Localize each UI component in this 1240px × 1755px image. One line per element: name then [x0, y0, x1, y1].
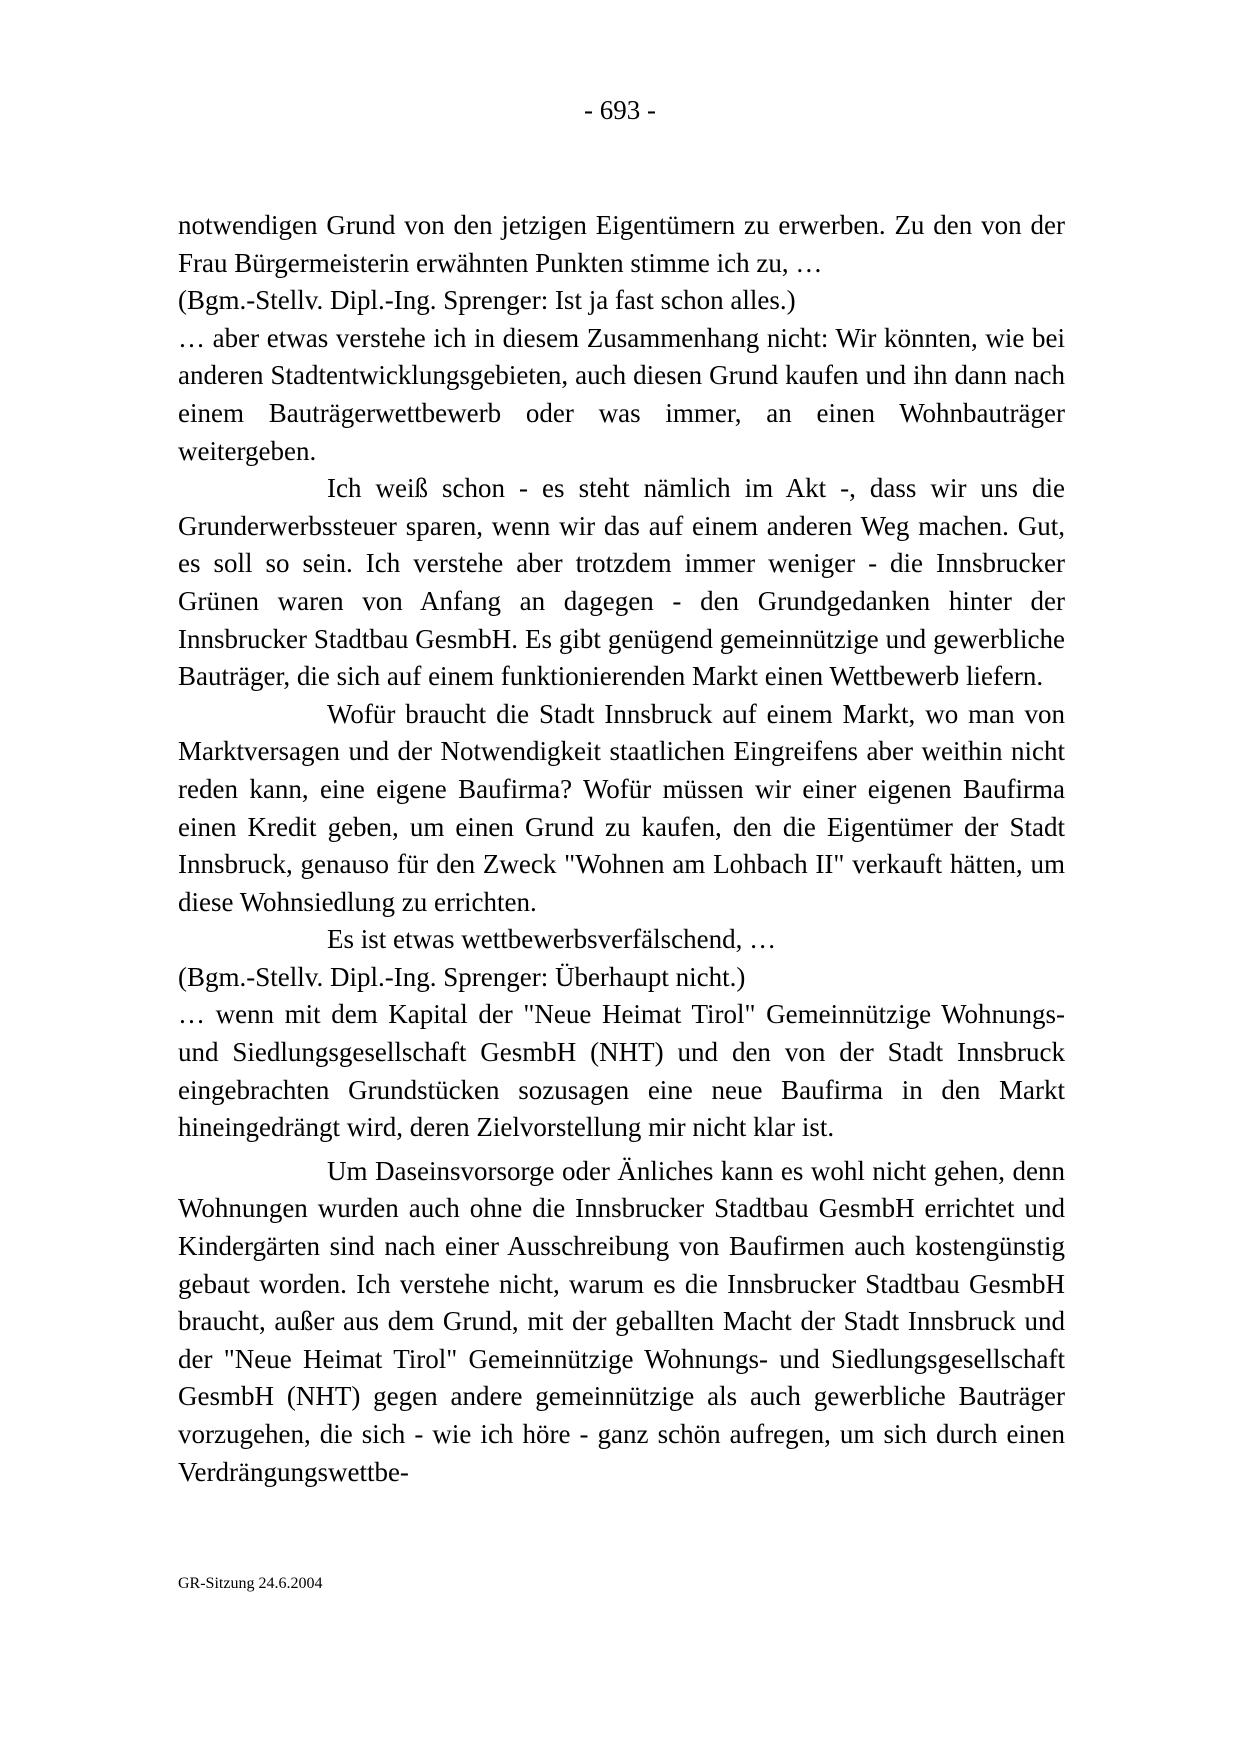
document-body: [178, 207, 1065, 1491]
paragraph-wettbewerbsverfaelschend: Es ist etwas wettbewerbsverfälschend, …: [327, 924, 777, 955]
paragraph-resumed-speech: … aber etwas verstehe ich in diesem Zusammenhang nicht: Wir könnten, wie bei anderen Stadtentwicklungsgebieten, auch diesen Grund kaufen und ihn dann nach einem Bauträgerwettbewerb oder was immer, an einen Wohnbauträger weitergeben.: [178, 322, 1065, 466]
interjection-sprenger-1: (Bgm.-Stellv. Dipl.-Ing. Sprenger: Ist ja fast schon alles.): [178, 285, 796, 316]
paragraph-kapital-nht: … wenn mit dem Kapital der "Neue Heimat Tirol" Gemeinnützige Wohnungs- und Siedlungsgesellschaft GesmbH (NHT) und den von der Stadt Innsbruck eingebrachten Grundstücken sozusagen eine neue Baufirma in den Markt hineingedrängt wird, deren Zielvorstellung mir nicht klar ist.: [178, 999, 1065, 1143]
page-number: - 693 -: [584, 95, 656, 125]
interjection-sprenger-2: (Bgm.-Stellv. Dipl.-Ing. Sprenger: Überhaupt nicht.): [178, 961, 746, 992]
paragraph-continuation: notwendigen Grund von den jetzigen Eigentümern zu erwerben. Zu den von der Frau Bürgermeisterin erwähnten Punkten stimme ich zu, …: [178, 210, 1065, 278]
paragraph-grunderwerbssteuer: Ich weiß schon - es steht nämlich im Akt -, dass wir uns die Grunderwerbssteuer sparen, wenn wir das auf einem anderen Weg machen. Gut, es soll so sein. Ich verstehe aber trotzdem immer weniger - die Innsbrucker Grünen waren von Anfang an dagegen - den Grundgedanken hinter der Innsbrucker Stadtbau GesmbH. Es gibt genügend gemeinnützige und gewerbliche Bauträger, die sich auf einem funktionierenden Markt einen Wettbewerb liefern.: [178, 473, 1065, 692]
footer-session-date: GR-Sitzung 24.6.2004: [178, 1575, 323, 1592]
paragraph-daseinsvorsorge: Um Daseinsvorsorge oder Änliches kann es wohl nicht gehen, denn Wohnungen wurden auch ohne die Innsbrucker Stadtbau GesmbH errichtet und Kindergärten sind nach einer Ausschreibung von Baufirmen auch kostengünstig gebaut worden. Ich verstehe nicht, warum es die Innsbrucker Stadtbau GesmbH braucht, außer aus dem Grund, mit der geballten Macht der Stadt Innsbruck und der "Neue Heimat Tirol" Gemeinnützige Wohnungs- und Siedlungsgesellschaft GesmbH (NHT) gegen andere gemeinnützige als auch gewerbliche Bauträger vorzugehen, die sich - wie ich höre - ganz schön aufregen, um sich durch einen Verdrängungswettbe-: [178, 1155, 1065, 1487]
paragraph-eigene-baufirma: Wofür braucht die Stadt Innsbruck auf einem Markt, wo man von Marktversagen und der Notwendigkeit staatlichen Eingreifens aber weithin nicht reden kann, eine eigene Baufirma? Wofür müssen wir einer eigenen Baufirma einen Kredit geben, um einen Grund zu kaufen, den die Eigentümer der Stadt Innsbruck, genauso für den Zweck "Wohnen am Lohbach II" verkauft hätten, um diese Wohnsiedlung zu errichten.: [178, 698, 1065, 917]
